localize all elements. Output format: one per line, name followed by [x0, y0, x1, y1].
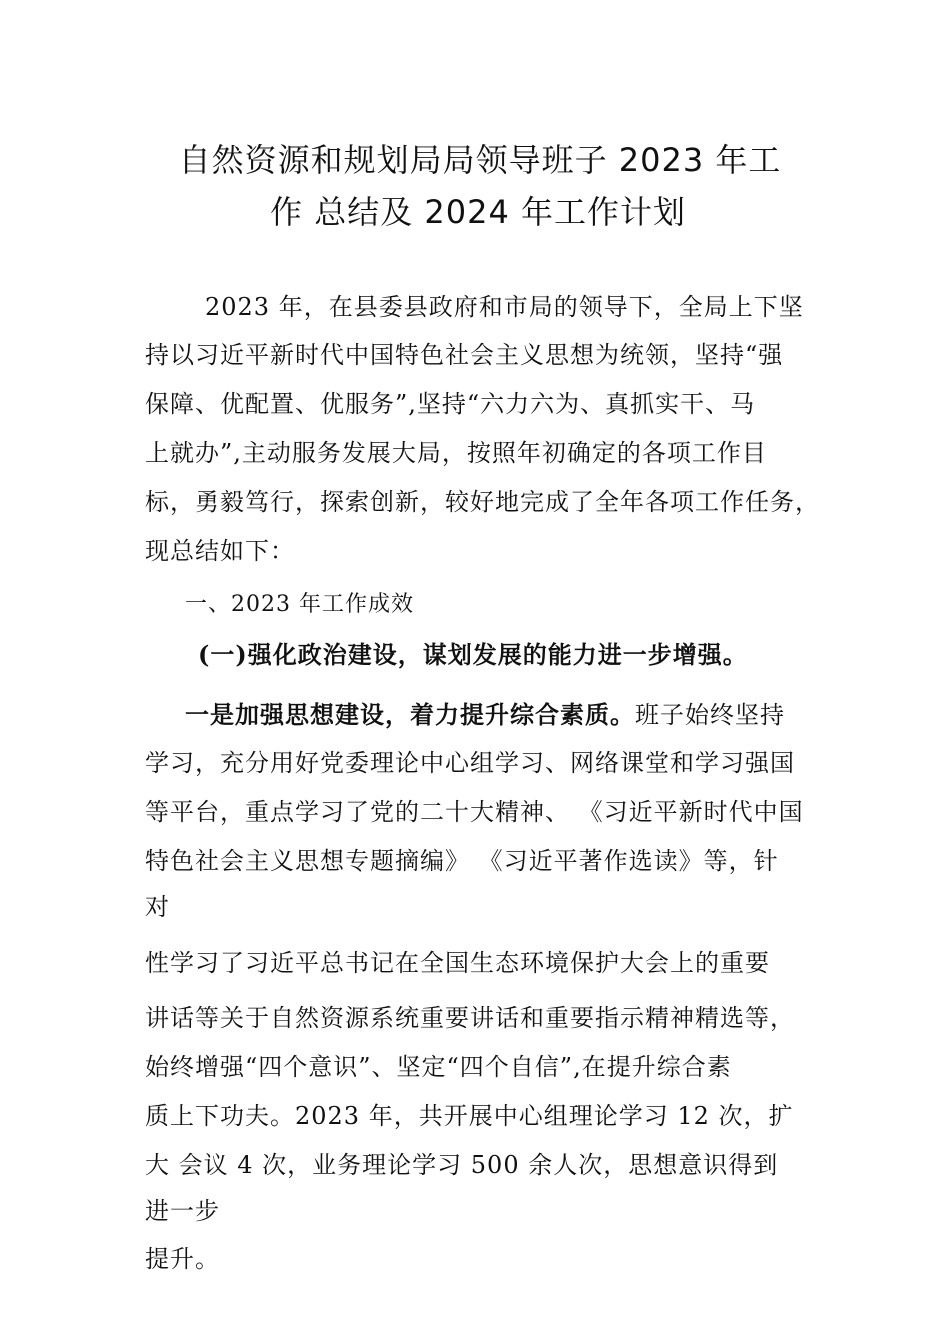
intro-line-1: 2023 年，在县委县政府和市局的领导下，全局上下坚 — [205, 293, 804, 321]
document-title-line-2: 作 总结及 2024 年工作计划 — [270, 193, 686, 231]
point1-line-8: 质上下功夫。2023 年，共开展中心组理论学习 12 次，扩 — [145, 1102, 794, 1130]
point1-line-9: 大 会议 4 次，业务理论学习 500 余人次，思想意识得到 — [145, 1151, 779, 1179]
point1-first-line — [185, 700, 785, 730]
point1-line-5: 性学习了习近平总书记在全国生态环境保护大会上的重要 — [145, 949, 770, 977]
intro-line-6: 现总结如下： — [145, 537, 295, 565]
point1-line-10: 进一步 — [145, 1197, 220, 1225]
point1-lead: 一是加强思想建设，着力提升综合素质。 — [185, 700, 635, 729]
point1-line-7: 始终增强“四个意识”、坚定“四个自信”,在提升综合素 — [145, 1053, 732, 1081]
section-heading: 一、2023 年工作成效 — [185, 592, 414, 617]
point1-line-3: 特色社会主义思想专题摘编》 《习近平著作选读》等，针 — [145, 847, 779, 875]
point1-line-6: 讲话等关于自然资源系统重要讲话和重要指示精神精选等， — [145, 1004, 795, 1032]
document-title-line-1: 自然资源和规划局局领导班子 2023 年工 — [178, 141, 782, 179]
point1-line-11: 提升。 — [145, 1245, 220, 1273]
point1-line-2: 等平台，重点学习了党的二十大精神、 《习近平新时代中国 — [145, 798, 804, 826]
intro-line-4: 上就办”,主动服务发展大局，按照年初确定的各项工作目 — [145, 439, 767, 467]
point1-line-1: 学习，充分用好党委理论中心组学习、网络课堂和学习强国 — [145, 749, 795, 777]
intro-line-2: 持以习近平新时代中国特色社会主义思想为统领，坚持“强 — [145, 341, 784, 369]
point1-line-4: 对 — [145, 893, 170, 921]
subsection-heading: (一)强化政治建设，谋划发展的能力进一步增强。 — [198, 640, 748, 669]
intro-line-3: 保障、优配置、优服务”,坚持“六力六为、真抓实干、马 — [145, 390, 756, 418]
intro-line-5: 标，勇毅笃行，探索创新，较好地完成了全年各项工作任务， — [145, 488, 820, 516]
point1-first-rest: 班子始终坚持 — [635, 701, 785, 729]
